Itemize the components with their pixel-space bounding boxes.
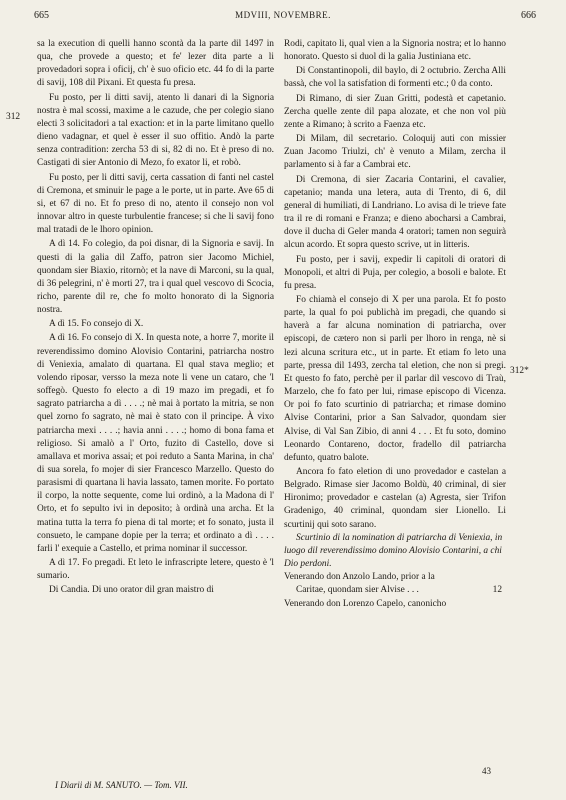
right-column (284, 38, 506, 611)
margin-number-right: 312* (510, 366, 529, 376)
paragraph: A dì 14. Fo colegio, da poi disnar, di la Signoria e savij. In questi di la galia dil Zaffo, patron sier Jacomo Michiel, quondam sier Biaxio, ritornò; et la nave di Marconi, su la qual, di 36 pelegrini, n' è morti 27, tra i qual quel vescovo di Scocia, richo, parente dil re, che fo molto honorato di la Signoria nostra. (37, 239, 274, 316)
scrutinio-title: Scurtinio di la nomination di patriarcha di Veniexia, in luogo dil reverendissimo domino Alovisio Contarini, a chi Dio perdoni. (284, 532, 503, 570)
paragraph: Di Rimano, di sier Zuan Gritti, podestà et capetanio. Zercha quelle zente dil papa alozate, et che non vol più zente a Rimano; à scrito a Faenza etc. (284, 93, 506, 130)
paragraph: Di Constantinopoli, dil baylo, di 2 octubrio. Zercha Alli bassà, che vol la satisfation di formenti etc.; 0 da conto. (284, 66, 506, 90)
scrutinio-votes: 12 (492, 585, 502, 596)
scrutinio-row (284, 598, 506, 611)
paragraph: Rodi, capitato li, qual vien a la Signoria nostra; et lo hanno honorato. Questo si duol di la galia Justiniana etc. (284, 39, 506, 63)
signature-number: 43 (482, 766, 491, 776)
scrutinio-row (284, 584, 506, 597)
left-column (37, 38, 274, 598)
paragraph: Fo chiamà el consejo di X per una parola. Et fo posto parte, la qual fo poi publichà im pregadi, che quando si haverà a far alcuna nomination di patriarcha, over episcopi, de cætero non si parli per lhoro in renga, nè si lezi alcuna scritura etc., ut in parte. Et etiam fo leto una parte, pressa dil 1493, zercha tal eletion, che non si pregi. Et questo fo fato, perchè per il parlar dil vescovo di Traù, Marzelo, che fo fato per lui, rimase episcopo di Vicenza. Or poi fo fato scurtinio di patriarcha; et rimase domino Alvise Contarini, prior a San Salvador, quondam sier Alvise, di Val San Zibio, di anni 4 . . . Et fu soto, domino Leonardo Contareno, doctor, fradello dil patriarcha defunto, quatro balote. (284, 294, 506, 463)
paragraph: A dì 15. Fo consejo di X. (49, 319, 144, 330)
paragraph: Fu posto, per li ditti savij, certa cassation di fanti nel castel di Cremona, et sminuir le page a le porte, ut in parte. Ave 65 di si, et 67 di no. Et fo preso di no, atento il consejo non vol innovar altro in queste turbulentie francese; si che li savij fono mal tratadi de le lhoro opinion. (37, 172, 274, 236)
footer-citation: I Diarii di M. SANUTO. — Tom. VII. (55, 780, 188, 790)
scrutinio-candidate: Venerando don Anzolo Lando, prior a la (284, 572, 435, 583)
paragraph: Di Candia. Di uno orator dil gran maistro di (49, 585, 214, 596)
page-number-left: 665 (34, 10, 49, 21)
paragraph: sa la execution di quelli hanno scontà da la parte dil 1497 in qua, che provede a questo; et fe' lezer dita parte a li provedadori sopra i oficij, ch' è suo oficio etc. 44 fo di la parte di savij, 108 dil Pixani. Et questa fu presa. (37, 39, 274, 89)
running-title: MDVIII, NOVEMBRE. (235, 10, 331, 20)
scrutinio-candidate: Caritae, quondam sier Alvise . . . (296, 585, 419, 596)
scrutinio-candidate: Venerando don Lorenzo Capelo, canonicho (284, 598, 447, 609)
paragraph: Fu posto, per li ditti savij, atento li danari di la Signoria nostra è mal scossi, maxime a le cazude, che per colegio siano electi 3 solicitadori a tal exaction: et in la parte limitano quello dieno vadagnar, et quel è esser il suo offitio. Andò la parte senza contradition: zercha 53 di si, 82 di no. Et è preso di no. Castigati di sier Antonio di Mezo, fo exator li, et robò. (37, 92, 274, 169)
paragraph: Di Milam, dil secretario. Coloquij auti con missier Zuan Jacomo Triulzi, ch' è venuto a Milam, zercha il parlamento si à far a Cambrai etc. (284, 134, 506, 171)
paragraph: A dì 17. Fo pregadi. Et leto le infrascripte letere, questo è 'l sumario. (37, 558, 274, 582)
paragraph: A dì 16. Fo consejo di X. In questa note, a horre 7, morite il reverendissimo domino Alovisio Contarini, patriarcha nostro di Veniexia, amalato di quartana. El qual stava meglio; et volendo riposar, versso la meza note li vene un cataro, che 'l soffegò. Questo fo electo a dì 19 mazo im pregadi, et fo sagrato patriarcha a dì . . . .; nè mai à portato la mitria, se non quel zorno fo sagrato, nè mai è stato con il principe. À vixo patriarcha mexi . . . .; havia anni . . . .; homo di bona fama et religioso. Si amalò a l' Orto, fuzito di Castello, dove si amallava et moriva assai; et poi reduto a Santa Marina, in cha' di sua sorela, fo mojer di sier Francesco Marzello. Questo do parasismi di quartana li havia lassato, tamen morite. Fo portato il corpo, la notte sequente, come lui ordinò, a la Madona di l' Orto, et fo sepulto ivi in deposito; à ordinà una archa. Et la matina tutta la terra fo piena di tal morte; et fo sonato, justa il consueto, le campane dopie per la terra; et ordinato a dì . . . . farli l' exequie a Castello, et prima nominar il successor. (37, 333, 274, 554)
paragraph: Ancora fo fato eletion di uno provedador e castelan a Belgrado. Rimase sier Jacomo Boldù, 40 criminal, di sier Hironimo; provedador e castelan (a) Agresta, sier Trifon Gradenigo, 40 criminal, quondam sier Lionello. Li scurtinij qui soto sarano. (284, 467, 506, 530)
paragraph: Di Cremona, di sier Zacaria Contarini, el cavalier, capetanio; manda una letera, auta di Trento, di 6, dil general di humiliati, di Landriano. Lo avisa di le trieve fate tra il re di romani e Franza; e dieno abocharsi a Cambrai, dove il ducha di Geler manda 4 oratori; tamen non seguirà alcun acordo. Et sopra questo scrive, ut in litteris. (284, 174, 506, 251)
scrutinio-row (284, 571, 506, 584)
paragraph: Fu posto, per i savij, expedir li capitoli di oratori di Monopoli, et altri di Puja, per colegio, a bosoli e balote. Et fu presa. (284, 254, 506, 291)
page-number-right: 666 (521, 10, 536, 21)
page-header (0, 10, 566, 26)
margin-number-left: 312 (6, 112, 21, 122)
